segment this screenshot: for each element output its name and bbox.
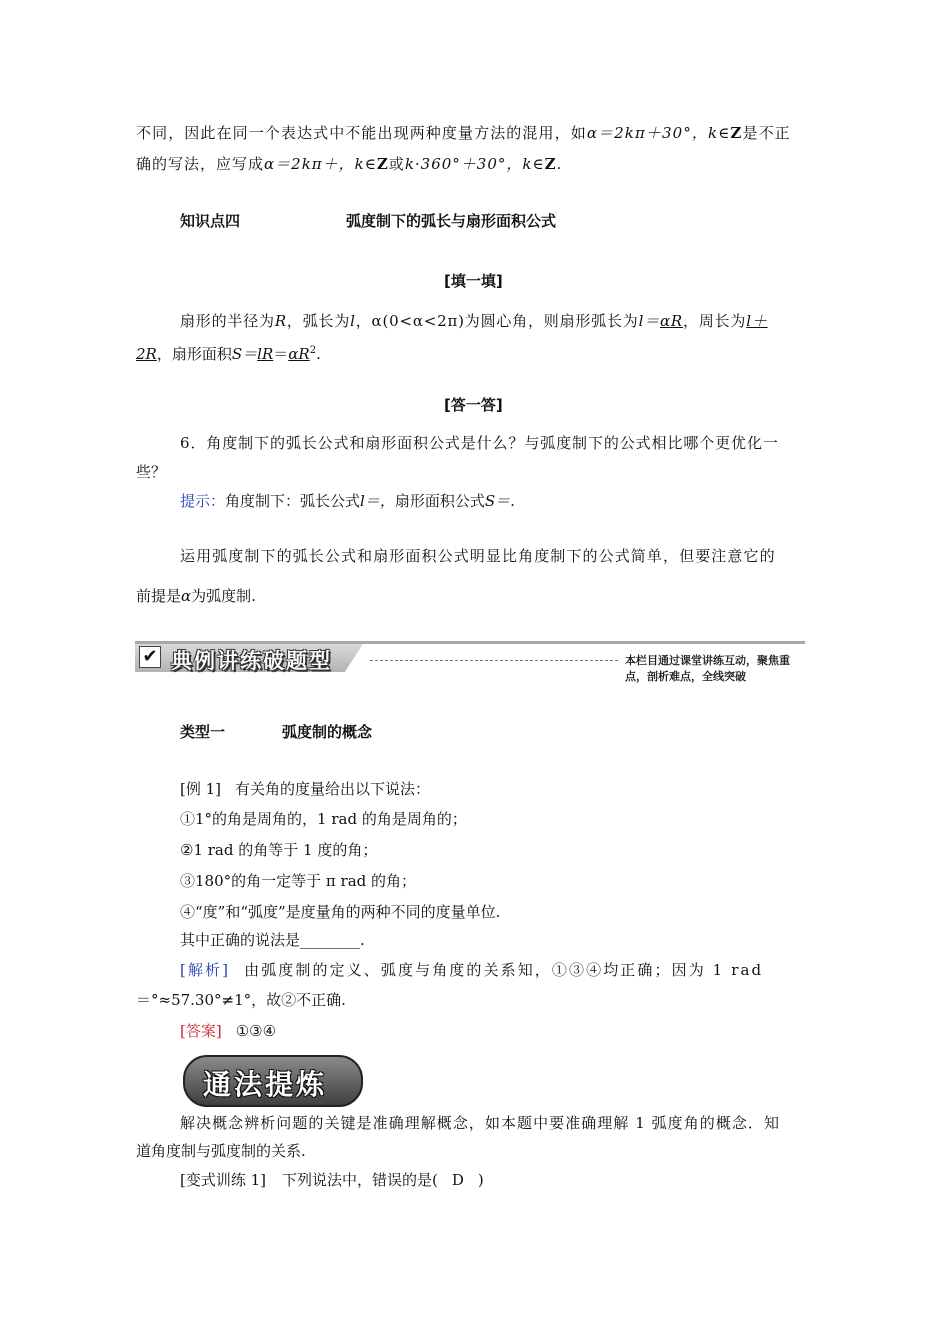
math: l＝ [638, 312, 660, 330]
question-line: 6．角度制下的弧长公式和扇形面积公式是什么？与弧度制下的公式相比哪个更优化一 [180, 434, 779, 452]
math: α＝2kπ＋，k∈ [264, 155, 377, 173]
hint-label: 提示： [180, 492, 226, 510]
example-tag: [例 1] [180, 780, 222, 798]
banner-rule [135, 641, 805, 644]
math: k·360°＋30°，k∈ [404, 155, 545, 173]
math: l＝， [360, 492, 395, 510]
example-item: ②1 rad 的角等于 1 度的角； [180, 841, 378, 859]
answer-line [180, 1021, 276, 1041]
question-line: 些？ [136, 463, 167, 481]
superscript: 2 [309, 345, 317, 356]
method-text: 解决概念辨析问题的关键是准确理解概念，如本题中要准确理解 1 弧度角的概念．知 [180, 1114, 781, 1132]
blank-answer: l＋ [746, 312, 768, 330]
method-text: 道角度制与弧度制的关系. [136, 1142, 306, 1160]
answer-tag: [答案] [180, 1022, 222, 1040]
text-line [136, 123, 791, 143]
banner-note: 本栏目通过课堂讲练互动，聚焦重点，剖析难点，全线突破 [625, 654, 790, 683]
hint-line [180, 491, 515, 511]
math-set: Z [730, 124, 743, 142]
math: l [350, 312, 356, 330]
analysis-text: 由弧度制的定义、弧度与角度的关系知，①③④均正确；因为 1 rad [244, 961, 764, 979]
text-line [136, 586, 256, 606]
text: 扇形面积公式 [394, 492, 485, 510]
banner-dashed-line [370, 660, 618, 661]
text: 前提是 [136, 587, 182, 605]
text-line: 运用弧度制下的弧长公式和扇形面积公式明显比角度制下的公式简单，但要注意它的 [180, 547, 776, 565]
example-stem: 有关角的度量给出以下说法： [235, 780, 431, 798]
variant-text: 下列说法中，错误的是( [282, 1171, 438, 1189]
example-item: ④“度”和“弧度”是度量角的两种不同的度量单位. [180, 903, 501, 921]
type-title: 弧度制的概念 [282, 723, 373, 741]
variant-line [180, 1170, 484, 1190]
answer-value: ①③④ [235, 1022, 277, 1040]
blank-answer: αR [660, 312, 684, 330]
math: ＝ [273, 345, 289, 363]
banner-title: 典例讲练破题型 [171, 649, 332, 673]
example-item: ③180°的角一定等于 π rad 的角； [180, 872, 417, 890]
variant-text: ) [477, 1171, 484, 1189]
math: α [181, 587, 192, 605]
text: . [316, 345, 321, 363]
math: α＝2kπ＋30°，k∈ [586, 124, 731, 142]
text: 是不正 [742, 124, 791, 142]
example-ask: 其中正确的说法是________. [180, 931, 365, 949]
answer-header: [答一答] [444, 396, 503, 414]
analysis-line: ＝°≈57.30°≠1°，故②不正确. [136, 991, 346, 1009]
type-label: 类型一 [180, 723, 226, 741]
check-icon: ✔ [139, 646, 161, 668]
text-line [136, 341, 321, 364]
text: ，周长为 [683, 312, 747, 330]
text-line [180, 311, 768, 331]
blank-answer: αR [288, 345, 310, 363]
text: 扇形的半径为 [180, 312, 275, 330]
method-badge [183, 1055, 363, 1107]
text: 或 [388, 155, 405, 173]
example-item: ①1°的角是周角的，1 rad 的角是周角的； [180, 810, 467, 828]
math: S＝. [484, 492, 515, 510]
text: 确的写法，应写成 [136, 155, 265, 173]
analysis-line [180, 960, 763, 980]
text-line [136, 154, 562, 174]
method-badge-label: 通法提炼 [203, 1068, 328, 1101]
text: . [556, 155, 563, 173]
analysis-tag: [解析] [180, 961, 231, 979]
math-set: Z [376, 155, 389, 173]
section-banner [135, 641, 805, 683]
blank-answer: lR [257, 345, 274, 363]
text: ，扇形面积 [156, 345, 232, 363]
text: 不同，因此在同一个表达式中不能出现两种度量方法的混用，如 [136, 124, 587, 142]
math: S＝ [231, 345, 258, 363]
variant-tag: [变式训练 1] [180, 1171, 267, 1189]
section-title: 弧度制下的弧长与扇形面积公式 [346, 212, 557, 230]
blank-answer: 2R [136, 345, 157, 363]
text: ，弧长为 [286, 312, 351, 330]
section-label: 知识点四 [180, 212, 241, 230]
math-set: Z [544, 155, 557, 173]
text: 为弧度制. [191, 587, 256, 605]
example-line [180, 779, 430, 799]
text: 角度制下：弧长公式 [225, 492, 361, 510]
math: R [274, 312, 287, 330]
variant-answer: D [451, 1171, 464, 1189]
fill-header: [填一填] [444, 272, 503, 290]
text: ，α(0<α<2π)为圆心角，则扇形弧长为 [355, 312, 639, 330]
